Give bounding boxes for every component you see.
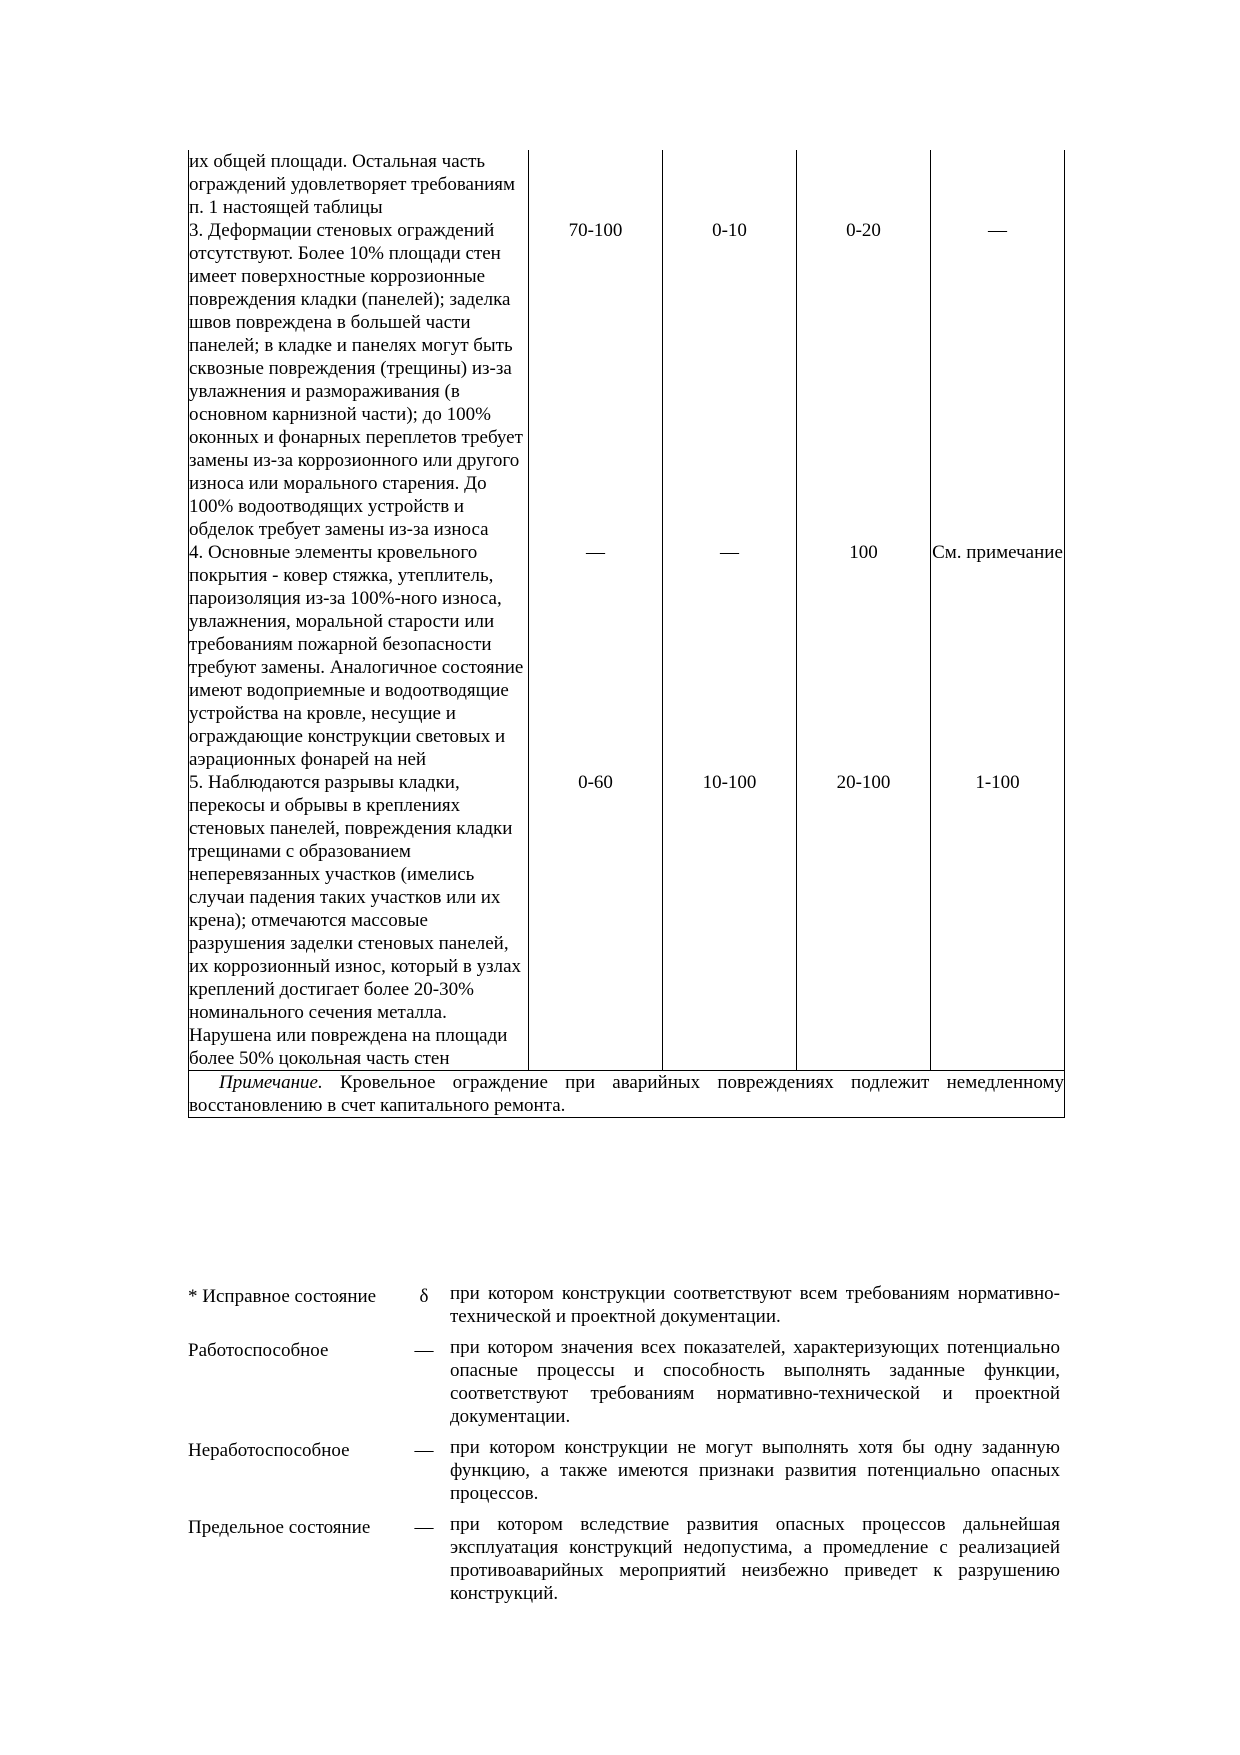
row-value: 0-20 (797, 219, 931, 541)
definition-text: при котором значения всех показателей, характеризующих потенциально опасные процессы и способность выполнять заданные функции, соответствуют требованиям нормативно-технической и проектной документации. (450, 1337, 1060, 1427)
definitions-section (188, 1282, 1060, 1613)
condition-table (188, 150, 1065, 1118)
row-value (931, 150, 1065, 219)
definition-item (188, 1436, 1060, 1513)
row-value: 20-100 (797, 771, 931, 1071)
row-value: 0-10 (663, 219, 797, 541)
definition-text: при котором конструкции не могут выполнять хотя бы одну заданную функцию, а также имеются признаки развития потенциально опасных процессов. (450, 1437, 1060, 1504)
row-value: 100 (797, 541, 931, 771)
note-label: Примечание. (219, 1072, 323, 1093)
row-value (797, 150, 931, 219)
table-row (189, 771, 1065, 1071)
definition-text: при котором конструкции соответствуют всем требованиям нормативно-технической и проектной документации. (450, 1283, 1060, 1327)
definition-text: при котором вследствие развития опасных процессов дальнейшая эксплуатация конструкций недопустима, а промедление с реализацией противоаварийных мероприятий неизбежно приведет к разрушению конструкций. (450, 1514, 1060, 1604)
table-note-row (189, 1071, 1065, 1118)
definition-separator: δ (419, 1286, 429, 1307)
row-value: 10-100 (663, 771, 797, 1071)
row-value: 70-100 (529, 219, 663, 541)
definition-item (188, 1282, 1060, 1336)
row-description: 4. Основные элементы кровельного покрытия - ковер стяжка, утеплитель, пароизоляция из-за 100%-ного износа, увлажнения, моральной старости или требованиям пожарной безопасности требуют замены. Аналогичное состояние имеют водоприемные и водоотводящие устройства на кровле, несущие и ограждающие конструкции световых и аэрационных фонарей на ней (189, 541, 529, 771)
definition-term: Предельное состояние (188, 1517, 371, 1538)
definition-term: Неработоспособное (188, 1440, 350, 1461)
definition-separator: — (414, 1517, 434, 1538)
definition-separator: — (414, 1340, 434, 1361)
row-value: — (931, 219, 1065, 541)
table-row (189, 219, 1065, 541)
row-value (529, 150, 663, 219)
table-row (189, 541, 1065, 771)
document-page (188, 150, 1064, 1118)
row-value: 1-100 (931, 771, 1065, 1071)
row-value: 0-60 (529, 771, 663, 1071)
row-description: 5. Наблюдаются разрывы кладки, перекосы и обрывы в креплениях стеновых панелей, повреждения кладки трещинами с образованием неперевязанных участков (имелись случаи падения таких участков или их крена); отмечаются массовые разрушения заделки стеновых панелей, их коррозионный износ, который в узлах креплений достигает более 20-30% номинального сечения металла. Нарушена или повреждена на площади более 50% цокольная часть стен (189, 771, 529, 1071)
row-value: — (529, 541, 663, 771)
row-value (663, 150, 797, 219)
definition-term: Работоспособное (188, 1340, 329, 1361)
definition-term: * Исправное состояние (188, 1286, 377, 1307)
row-value: — (663, 541, 797, 771)
table-note (189, 1071, 1065, 1118)
definition-item (188, 1336, 1060, 1436)
row-description: их общей площади. Остальная часть ограждений удовлетворяет требованиям п. 1 настоящей таблицы (189, 150, 529, 219)
definition-separator: — (414, 1440, 434, 1461)
row-value: См. примечание (931, 541, 1065, 771)
note-text: Кровельное ограждение при аварийных повреждениях подлежит немедленному восстановлению в счет капитального ремонта. (189, 1072, 1064, 1116)
definitions-list (188, 1282, 1060, 1613)
row-description: 3. Деформации стеновых ограждений отсутствуют. Более 10% площади стен имеет поверхностные коррозионные повреждения кладки (панелей); заделка швов повреждена в большей части панелей; в кладке и панелях могут быть сквозные повреждения (трещины) из-за увлажнения и размораживания (в основном карнизной части); до 100% оконных и фонарных переплетов требует замены из-за коррозионного или другого износа или морального старения. До 100% водоотводящих устройств и обделок требует замены из-за износа (189, 219, 529, 541)
table-row (189, 150, 1065, 219)
definition-item (188, 1513, 1060, 1613)
